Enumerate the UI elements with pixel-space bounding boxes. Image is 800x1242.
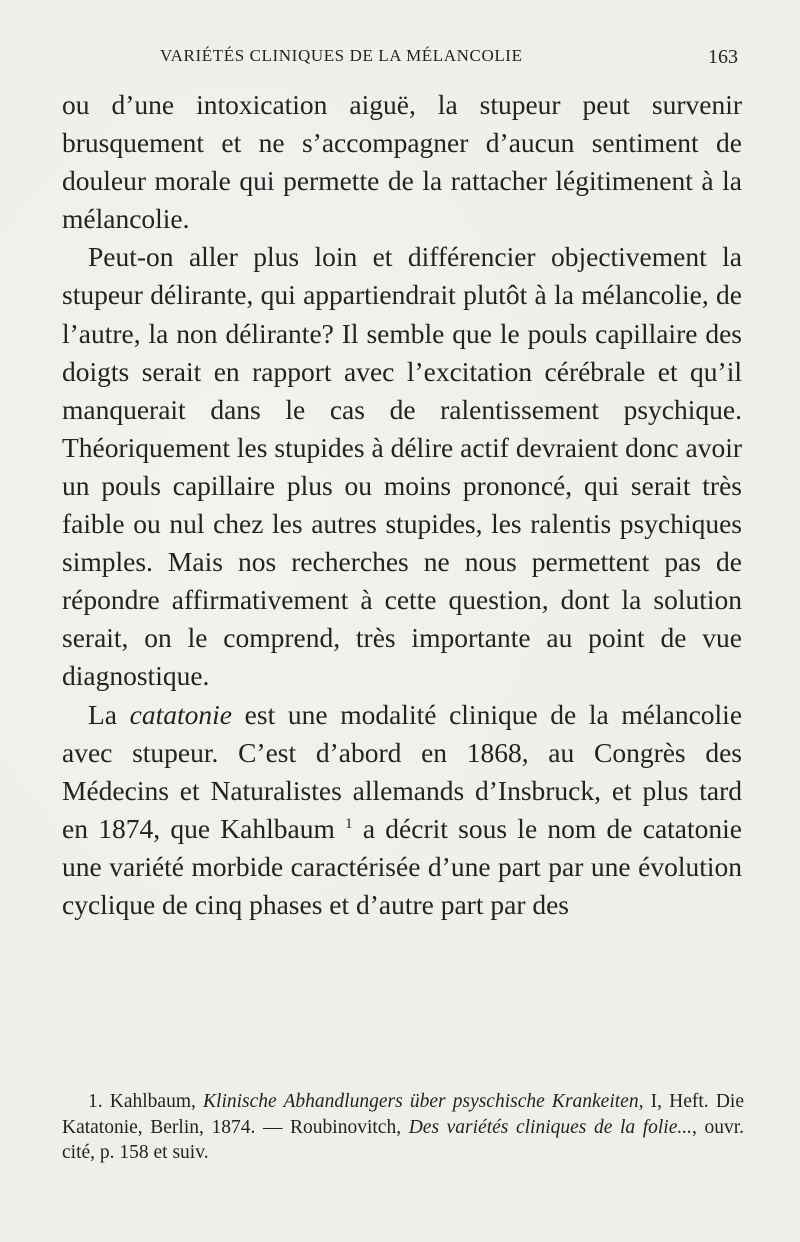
footnote-work: Des variétés cliniques de la folie..., [408,1116,697,1138]
catatonie-term: catatonie [129,698,233,730]
paragraph-1: ou d’une intoxication aiguë, la stupeur peut survenir brusquement et ne s’accompagner d’aucun sentiment de douleur morale qui permette de la rattacher légitimenent à la mélancolie. [62,89,742,235]
footnote-text [62,1089,744,1166]
footnote-author: Kahlbaum, [109,1091,196,1112]
paragraph-2: Peut-on aller plus loin et différencier objectivement la stupeur délirante, qui appartiendrait plutôt à la mélancolie, de l’autre, la non délirante? Il semble que le pouls capillaire des doigts serait en rapport avec l’excitation cérébrale et qu’il manquerait dans le cas de ralentissement psychique. Théoriquement les stupides à délire actif devraient donc avoir un pouls capillaire plus ou moins prononcé, qui serait très faible ou nul chez les autres stupides, les ralentis psychiques simples. Mais nos recherches ne nous permettent pas de répondre affirmativement à cette question, dont la solution serait, on le comprend, très importante au point de vue diagnostique. [62,241,742,692]
footnote-title: Klinische Abhandlungers über psyschische Krankeiten, [203,1091,644,1112]
footnote-reference: 1 [345,815,353,832]
footnote [62,1089,744,1166]
footnote-text-2: ouvr. cité, p. 158 et suiv. [62,1116,745,1163]
footnote-text-1: I, Heft. Die Katatonie, Berlin, 1874. — Roubinovitch, [62,1091,744,1138]
page-number: 163 [708,46,738,68]
footnote-number: 1. [88,1091,103,1112]
body-text [62,86,742,924]
paragraph-3-start: La [88,698,118,730]
paragraph-3-end: a décrit sous le nom de catatonie une variété morbide caractérisée d’une part par une évolution cyclique de cinq phases et d’autre part par des [62,812,742,920]
paragraph-3-middle: est une modalité clinique de la mélancolie avec stupeur. C’est d’abord en 1868, au Congrès des Médecins et Naturalistes allemands d’Insbruck, et plus tard en 1874, que Kahlbaum [62,698,743,844]
paragraph-3 [62,696,742,925]
running-title: VARIÉTÉS CLINIQUES DE LA MÉLANCOLIE [160,46,523,65]
running-head [160,46,738,76]
